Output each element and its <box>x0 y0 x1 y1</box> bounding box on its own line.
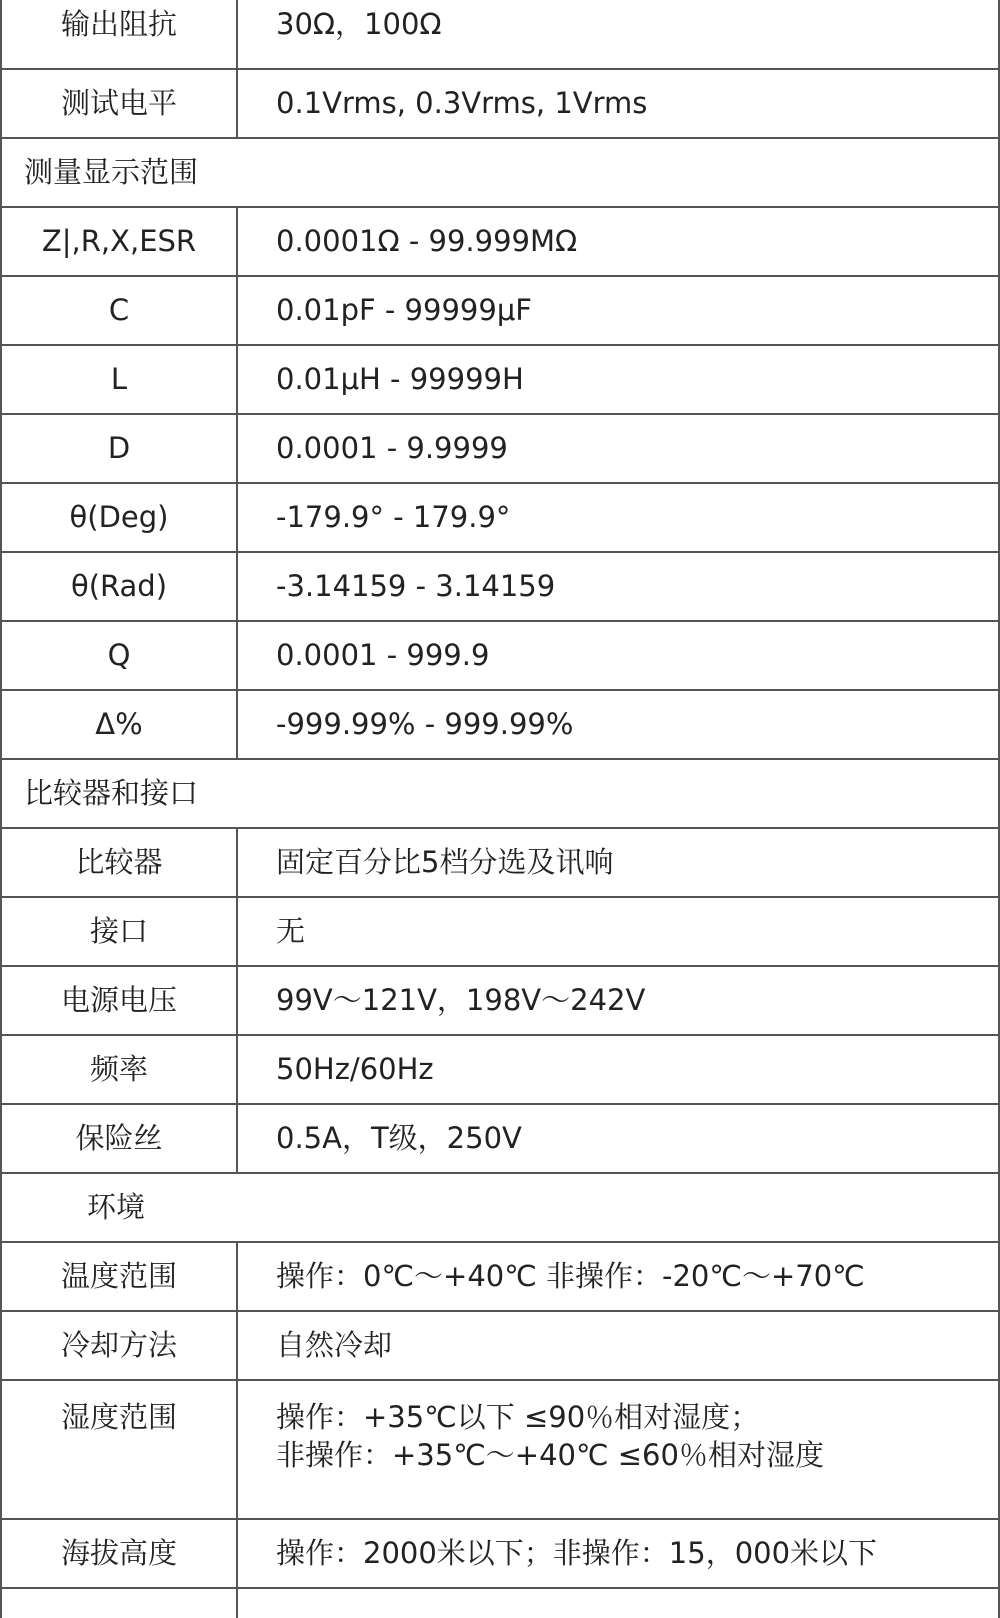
table-row <box>1 1380 999 1519</box>
row-label-comparator: 比较器 <box>1 828 237 897</box>
table-row-trailing <box>1 1588 999 1618</box>
section-header <box>1 1173 999 1242</box>
table-row <box>1 345 999 414</box>
table-row <box>1 483 999 552</box>
section-header <box>1 759 999 828</box>
trailing-cell-left <box>1 1588 237 1618</box>
table-row <box>1 621 999 690</box>
row-label-fuse: 保险丝 <box>1 1104 237 1173</box>
row-label-humidity-range: 湿度范围 <box>1 1380 237 1519</box>
section-title-measure-range: 测量显示范围 <box>1 138 999 207</box>
row-value-d: 0.0001 - 9.9999 <box>237 414 999 483</box>
table-row <box>1 0 999 69</box>
table-row <box>1 966 999 1035</box>
row-label-d: D <box>1 414 237 483</box>
table-row <box>1 897 999 966</box>
row-value-temperature-range: 操作：0℃～+40℃ 非操作：-20℃～+70℃ <box>237 1242 999 1311</box>
table-row <box>1 1519 999 1588</box>
table-row <box>1 690 999 759</box>
section-title-comparator-interface: 比较器和接口 <box>1 759 999 828</box>
table-row <box>1 207 999 276</box>
table-row <box>1 552 999 621</box>
row-label-c: C <box>1 276 237 345</box>
row-label-test-level: 测试电平 <box>1 69 237 138</box>
row-value-humidity-range <box>237 1380 999 1519</box>
row-label-frequency: 频率 <box>1 1035 237 1104</box>
section-title-environment: 环境 <box>1 1173 999 1242</box>
row-value-fuse: 0.5A，T级，250V <box>237 1104 999 1173</box>
table-row <box>1 1104 999 1173</box>
row-label-theta-deg: θ(Deg) <box>1 483 237 552</box>
table-row <box>1 414 999 483</box>
row-label-altitude: 海拔高度 <box>1 1519 237 1588</box>
row-value-delta-percent: -999.99% - 999.99% <box>237 690 999 759</box>
row-label-q: Q <box>1 621 237 690</box>
row-value-c: 0.01pF - 99999μF <box>237 276 999 345</box>
row-value-supply-voltage: 99V～121V，198V～242V <box>237 966 999 1035</box>
row-value-theta-rad: -3.14159 - 3.14159 <box>237 552 999 621</box>
table-row <box>1 1311 999 1380</box>
row-value-cooling-method: 自然冷却 <box>237 1311 999 1380</box>
table-row <box>1 1035 999 1104</box>
row-value-test-level: 0.1Vrms, 0.3Vrms, 1Vrms <box>237 69 999 138</box>
row-label-output-impedance: 输出阻抗 <box>1 0 237 69</box>
row-label-temperature-range: 温度范围 <box>1 1242 237 1311</box>
row-label-supply-voltage: 电源电压 <box>1 966 237 1035</box>
row-value-theta-deg: -179.9° - 179.9° <box>237 483 999 552</box>
humidity-line-operating: 操作：+35℃以下 ≤90％相对湿度； <box>276 1400 760 1434</box>
row-label-theta-rad: θ(Rad) <box>1 552 237 621</box>
row-value-altitude: 操作：2000米以下；非操作：15，000米以下 <box>237 1519 999 1588</box>
table-row <box>1 828 999 897</box>
row-label-cooling-method: 冷却方法 <box>1 1311 237 1380</box>
section-header <box>1 138 999 207</box>
row-value-frequency: 50Hz/60Hz <box>237 1035 999 1104</box>
row-value-q: 0.0001 - 999.9 <box>237 621 999 690</box>
row-label-z-r-x-esr: Z|,R,X,ESR <box>1 207 237 276</box>
row-label-delta-percent: Δ% <box>1 690 237 759</box>
row-value-output-impedance: 30Ω，100Ω <box>237 0 999 69</box>
table-row <box>1 69 999 138</box>
table-row <box>1 276 999 345</box>
row-value-comparator: 固定百分比5档分选及讯响 <box>237 828 999 897</box>
table-row <box>1 1242 999 1311</box>
row-value-interface: 无 <box>237 897 999 966</box>
row-value-z-r-x-esr: 0.0001Ω - 99.999MΩ <box>237 207 999 276</box>
trailing-cell-right <box>237 1588 999 1618</box>
humidity-line-non-operating: 非操作：+35℃～+40℃ ≤60％相对湿度 <box>276 1437 824 1472</box>
row-label-interface: 接口 <box>1 897 237 966</box>
row-value-l: 0.01μH - 99999H <box>237 345 999 414</box>
row-label-l: L <box>1 345 237 414</box>
